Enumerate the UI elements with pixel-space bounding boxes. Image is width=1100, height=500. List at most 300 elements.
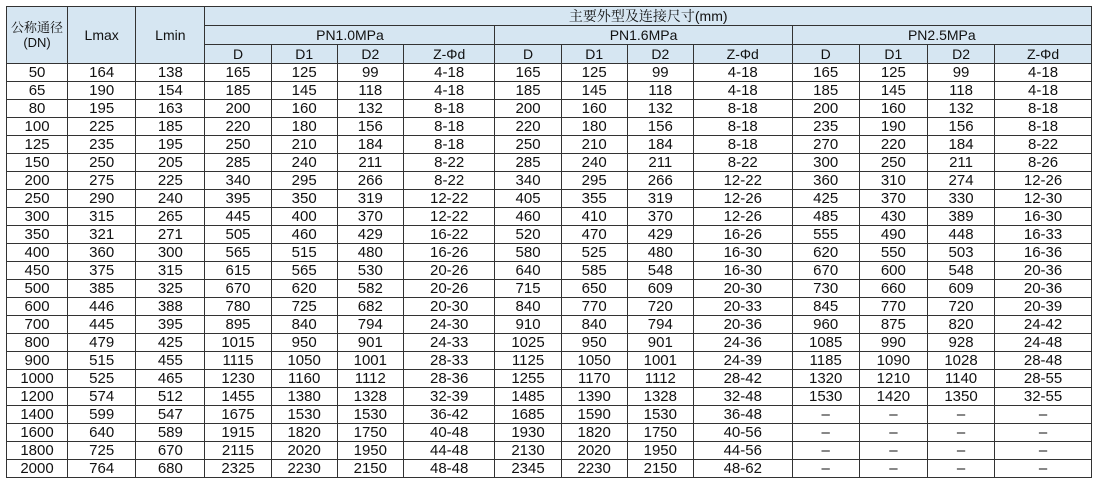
cell-dn: 200 bbox=[7, 172, 68, 190]
cell-pn10-d1: 350 bbox=[271, 190, 337, 208]
cell-pn16-d: 165 bbox=[495, 64, 561, 82]
cell-pn16-zphid: 8-18 bbox=[693, 136, 792, 154]
header-main-title: 主要外型及连接尺寸(mm) bbox=[205, 7, 1092, 26]
cell-pn10-zphid: 28-36 bbox=[403, 370, 495, 388]
cell-pn16-d2: 1112 bbox=[627, 370, 693, 388]
header-col-d1: D1 bbox=[561, 45, 627, 64]
table-row bbox=[7, 388, 1092, 406]
cell-lmin: 271 bbox=[136, 226, 205, 244]
cell-pn10-d1: 295 bbox=[271, 172, 337, 190]
cell-pn25-d: 235 bbox=[792, 118, 859, 136]
table-row bbox=[7, 64, 1092, 82]
cell-pn25-d: – bbox=[792, 442, 859, 460]
cell-pn16-d: 715 bbox=[495, 280, 561, 298]
cell-pn25-zphid: – bbox=[995, 406, 1092, 424]
cell-pn25-d: 300 bbox=[792, 154, 859, 172]
cell-pn10-d1: 565 bbox=[271, 262, 337, 280]
cell-pn16-d: 250 bbox=[495, 136, 561, 154]
cell-lmin: 512 bbox=[136, 388, 205, 406]
cell-pn16-d: 185 bbox=[495, 82, 561, 100]
cell-pn16-d: 520 bbox=[495, 226, 561, 244]
cell-pn16-d: 1485 bbox=[495, 388, 561, 406]
table-row bbox=[7, 154, 1092, 172]
cell-pn16-d1: 950 bbox=[561, 334, 627, 352]
cell-dn: 1000 bbox=[7, 370, 68, 388]
cell-pn10-d1: 160 bbox=[271, 100, 337, 118]
header-col-d: D bbox=[205, 45, 271, 64]
cell-pn25-d2: 211 bbox=[927, 154, 994, 172]
cell-pn25-zphid: 8-18 bbox=[995, 118, 1092, 136]
cell-pn16-d2: 184 bbox=[627, 136, 693, 154]
cell-lmax: 764 bbox=[68, 460, 136, 478]
cell-pn10-d1: 2020 bbox=[271, 442, 337, 460]
cell-pn10-d1: 620 bbox=[271, 280, 337, 298]
cell-lmin: 240 bbox=[136, 190, 205, 208]
cell-pn16-d2: 370 bbox=[627, 208, 693, 226]
cell-pn10-d: 185 bbox=[205, 82, 271, 100]
cell-pn25-d: 165 bbox=[792, 64, 859, 82]
cell-pn16-zphid: 12-26 bbox=[693, 190, 792, 208]
cell-pn25-d: 200 bbox=[792, 100, 859, 118]
cell-pn25-zphid: 20-39 bbox=[995, 298, 1092, 316]
cell-pn10-zphid: 20-26 bbox=[403, 262, 495, 280]
cell-pn16-zphid: 4-18 bbox=[693, 82, 792, 100]
cell-pn25-zphid: – bbox=[995, 424, 1092, 442]
table-row bbox=[7, 280, 1092, 298]
cell-pn25-zphid: 4-18 bbox=[995, 82, 1092, 100]
cell-lmin: 680 bbox=[136, 460, 205, 478]
cell-pn10-d2: 319 bbox=[337, 190, 403, 208]
cell-pn16-d1: 2230 bbox=[561, 460, 627, 478]
cell-lmin: 163 bbox=[136, 100, 205, 118]
cell-pn10-d1: 400 bbox=[271, 208, 337, 226]
cell-pn25-d2: 330 bbox=[927, 190, 994, 208]
cell-pn10-d1: 950 bbox=[271, 334, 337, 352]
cell-pn16-d2: 211 bbox=[627, 154, 693, 172]
cell-pn25-zphid: 12-26 bbox=[995, 172, 1092, 190]
cell-lmax: 235 bbox=[68, 136, 136, 154]
cell-pn16-d: 1685 bbox=[495, 406, 561, 424]
cell-lmax: 290 bbox=[68, 190, 136, 208]
cell-pn10-d2: 99 bbox=[337, 64, 403, 82]
cell-pn10-d: 2115 bbox=[205, 442, 271, 460]
table-row bbox=[7, 244, 1092, 262]
cell-pn16-d1: 145 bbox=[561, 82, 627, 100]
cell-pn10-d: 1915 bbox=[205, 424, 271, 442]
cell-pn16-zphid: 28-42 bbox=[693, 370, 792, 388]
cell-pn25-d2: 720 bbox=[927, 298, 994, 316]
header-group-pn10: PN1.0MPa bbox=[205, 26, 495, 45]
cell-lmax: 315 bbox=[68, 208, 136, 226]
cell-pn10-d2: 429 bbox=[337, 226, 403, 244]
cell-pn16-d1: 585 bbox=[561, 262, 627, 280]
cell-lmax: 479 bbox=[68, 334, 136, 352]
cell-pn16-d: 460 bbox=[495, 208, 561, 226]
cell-pn10-d2: 480 bbox=[337, 244, 403, 262]
cell-pn25-d: 270 bbox=[792, 136, 859, 154]
cell-dn: 600 bbox=[7, 298, 68, 316]
cell-pn16-d: 840 bbox=[495, 298, 561, 316]
cell-lmax: 190 bbox=[68, 82, 136, 100]
cell-pn25-d1: 875 bbox=[859, 316, 927, 334]
cell-pn16-zphid: 12-26 bbox=[693, 208, 792, 226]
cell-pn16-zphid: 24-39 bbox=[693, 352, 792, 370]
cell-lmin: 195 bbox=[136, 136, 205, 154]
cell-pn10-zphid: 8-18 bbox=[403, 136, 495, 154]
cell-pn25-d1: 220 bbox=[859, 136, 927, 154]
cell-pn10-d2: 1950 bbox=[337, 442, 403, 460]
cell-pn10-d2: 1001 bbox=[337, 352, 403, 370]
cell-pn25-zphid: 20-36 bbox=[995, 280, 1092, 298]
cell-lmin: 300 bbox=[136, 244, 205, 262]
cell-pn10-d2: 266 bbox=[337, 172, 403, 190]
header-col-d: D bbox=[792, 45, 859, 64]
cell-pn10-zphid: 4-18 bbox=[403, 64, 495, 82]
table-row bbox=[7, 370, 1092, 388]
cell-pn10-d1: 1050 bbox=[271, 352, 337, 370]
cell-lmax: 599 bbox=[68, 406, 136, 424]
cell-pn25-zphid: – bbox=[995, 460, 1092, 478]
cell-pn10-d2: 1328 bbox=[337, 388, 403, 406]
cell-lmin: 589 bbox=[136, 424, 205, 442]
header-group-pn16: PN1.6MPa bbox=[495, 26, 792, 45]
cell-pn10-d: 200 bbox=[205, 100, 271, 118]
cell-pn25-d2: 609 bbox=[927, 280, 994, 298]
cell-pn25-zphid: 24-42 bbox=[995, 316, 1092, 334]
cell-lmin: 465 bbox=[136, 370, 205, 388]
cell-pn16-d1: 1390 bbox=[561, 388, 627, 406]
cell-pn10-d: 445 bbox=[205, 208, 271, 226]
cell-pn16-d1: 210 bbox=[561, 136, 627, 154]
cell-pn25-zphid: 16-36 bbox=[995, 244, 1092, 262]
cell-pn25-d: 1085 bbox=[792, 334, 859, 352]
cell-lmax: 275 bbox=[68, 172, 136, 190]
table-header bbox=[7, 7, 1092, 64]
cell-pn10-d1: 1380 bbox=[271, 388, 337, 406]
cell-dn: 1400 bbox=[7, 406, 68, 424]
cell-pn25-d: 960 bbox=[792, 316, 859, 334]
cell-lmax: 446 bbox=[68, 298, 136, 316]
cell-pn10-d1: 515 bbox=[271, 244, 337, 262]
cell-dn: 700 bbox=[7, 316, 68, 334]
cell-pn25-zphid: 16-33 bbox=[995, 226, 1092, 244]
header-col-d: D bbox=[495, 45, 561, 64]
cell-pn10-zphid: 36-42 bbox=[403, 406, 495, 424]
table-row bbox=[7, 334, 1092, 352]
cell-pn16-zphid: 24-36 bbox=[693, 334, 792, 352]
cell-pn10-zphid: 8-22 bbox=[403, 172, 495, 190]
cell-pn25-d1: – bbox=[859, 442, 927, 460]
cell-pn25-d2: 156 bbox=[927, 118, 994, 136]
cell-pn25-d: – bbox=[792, 406, 859, 424]
cell-pn10-d1: 145 bbox=[271, 82, 337, 100]
cell-pn25-d1: 190 bbox=[859, 118, 927, 136]
cell-pn16-d2: 1750 bbox=[627, 424, 693, 442]
cell-pn25-d1: 990 bbox=[859, 334, 927, 352]
cell-lmax: 164 bbox=[68, 64, 136, 82]
table-row bbox=[7, 100, 1092, 118]
cell-pn25-d: 485 bbox=[792, 208, 859, 226]
cell-pn25-zphid: 4-18 bbox=[995, 64, 1092, 82]
table-body bbox=[7, 64, 1092, 478]
cell-pn16-d1: 1820 bbox=[561, 424, 627, 442]
cell-pn16-d1: 355 bbox=[561, 190, 627, 208]
cell-lmax: 385 bbox=[68, 280, 136, 298]
cell-pn25-zphid: – bbox=[995, 442, 1092, 460]
cell-pn25-zphid: 16-30 bbox=[995, 208, 1092, 226]
cell-pn10-zphid: 20-30 bbox=[403, 298, 495, 316]
cell-pn16-d2: 1328 bbox=[627, 388, 693, 406]
cell-lmin: 670 bbox=[136, 442, 205, 460]
cell-pn10-zphid: 20-26 bbox=[403, 280, 495, 298]
cell-pn25-d: – bbox=[792, 424, 859, 442]
cell-lmin: 205 bbox=[136, 154, 205, 172]
cell-pn25-d2: 448 bbox=[927, 226, 994, 244]
cell-lmin: 395 bbox=[136, 316, 205, 334]
cell-pn25-d2: 548 bbox=[927, 262, 994, 280]
cell-pn10-d1: 210 bbox=[271, 136, 337, 154]
cell-pn25-d2: 1140 bbox=[927, 370, 994, 388]
cell-pn16-d: 1255 bbox=[495, 370, 561, 388]
cell-pn25-d: 1530 bbox=[792, 388, 859, 406]
cell-pn10-d1: 1820 bbox=[271, 424, 337, 442]
header-col-d1: D1 bbox=[271, 45, 337, 64]
cell-lmin: 455 bbox=[136, 352, 205, 370]
cell-pn25-d2: 1028 bbox=[927, 352, 994, 370]
cell-pn16-d2: 1950 bbox=[627, 442, 693, 460]
header-col-d1: D1 bbox=[859, 45, 927, 64]
cell-pn16-zphid: 16-26 bbox=[693, 226, 792, 244]
cell-pn25-zphid: 20-36 bbox=[995, 262, 1092, 280]
cell-pn25-d1: 1420 bbox=[859, 388, 927, 406]
cell-dn: 125 bbox=[7, 136, 68, 154]
cell-pn16-d1: 470 bbox=[561, 226, 627, 244]
cell-dn: 300 bbox=[7, 208, 68, 226]
cell-pn10-d: 565 bbox=[205, 244, 271, 262]
cell-dn: 900 bbox=[7, 352, 68, 370]
cell-pn10-d2: 132 bbox=[337, 100, 403, 118]
cell-lmin: 315 bbox=[136, 262, 205, 280]
cell-pn10-d: 2325 bbox=[205, 460, 271, 478]
cell-pn10-d: 670 bbox=[205, 280, 271, 298]
cell-pn25-d2: – bbox=[927, 460, 994, 478]
cell-pn10-d1: 125 bbox=[271, 64, 337, 82]
cell-pn16-d2: 2150 bbox=[627, 460, 693, 478]
cell-pn10-d2: 2150 bbox=[337, 460, 403, 478]
cell-pn25-zphid: 28-55 bbox=[995, 370, 1092, 388]
cell-pn16-zphid: 4-18 bbox=[693, 64, 792, 82]
table-row bbox=[7, 316, 1092, 334]
cell-pn16-d1: 295 bbox=[561, 172, 627, 190]
cell-pn25-d1: 770 bbox=[859, 298, 927, 316]
cell-pn25-d2: – bbox=[927, 442, 994, 460]
cell-dn: 1200 bbox=[7, 388, 68, 406]
cell-pn16-zphid: 32-48 bbox=[693, 388, 792, 406]
table-row bbox=[7, 136, 1092, 154]
cell-pn10-zphid: 44-48 bbox=[403, 442, 495, 460]
cell-pn25-zphid: 12-30 bbox=[995, 190, 1092, 208]
cell-pn10-d2: 184 bbox=[337, 136, 403, 154]
cell-pn16-d2: 548 bbox=[627, 262, 693, 280]
dimension-table bbox=[6, 6, 1092, 478]
cell-pn16-d: 200 bbox=[495, 100, 561, 118]
cell-pn16-zphid: 8-18 bbox=[693, 100, 792, 118]
cell-pn25-d: 620 bbox=[792, 244, 859, 262]
cell-pn25-d: 425 bbox=[792, 190, 859, 208]
cell-lmax: 574 bbox=[68, 388, 136, 406]
cell-pn10-d2: 1750 bbox=[337, 424, 403, 442]
cell-pn25-d2: 184 bbox=[927, 136, 994, 154]
cell-pn10-d: 505 bbox=[205, 226, 271, 244]
cell-dn: 250 bbox=[7, 190, 68, 208]
table-row bbox=[7, 226, 1092, 244]
cell-dn: 65 bbox=[7, 82, 68, 100]
cell-lmax: 525 bbox=[68, 370, 136, 388]
table-row bbox=[7, 352, 1092, 370]
cell-pn10-d2: 370 bbox=[337, 208, 403, 226]
cell-lmin: 138 bbox=[136, 64, 205, 82]
cell-pn25-d: 555 bbox=[792, 226, 859, 244]
cell-pn10-d: 1675 bbox=[205, 406, 271, 424]
cell-pn16-d2: 132 bbox=[627, 100, 693, 118]
cell-pn25-d: 730 bbox=[792, 280, 859, 298]
cell-pn16-d: 2345 bbox=[495, 460, 561, 478]
cell-pn25-d1: 1090 bbox=[859, 352, 927, 370]
cell-pn10-d2: 1530 bbox=[337, 406, 403, 424]
cell-pn16-d2: 794 bbox=[627, 316, 693, 334]
cell-pn10-d: 1015 bbox=[205, 334, 271, 352]
cell-pn16-d2: 266 bbox=[627, 172, 693, 190]
cell-pn10-zphid: 32-39 bbox=[403, 388, 495, 406]
table-row bbox=[7, 82, 1092, 100]
cell-pn10-d2: 901 bbox=[337, 334, 403, 352]
cell-dn: 450 bbox=[7, 262, 68, 280]
cell-dn: 2000 bbox=[7, 460, 68, 478]
cell-lmin: 425 bbox=[136, 334, 205, 352]
cell-pn10-zphid: 12-22 bbox=[403, 208, 495, 226]
cell-pn25-d2: 820 bbox=[927, 316, 994, 334]
dimension-table-container bbox=[6, 6, 1092, 478]
cell-lmin: 185 bbox=[136, 118, 205, 136]
cell-pn10-zphid: 48-48 bbox=[403, 460, 495, 478]
cell-pn25-d2: 274 bbox=[927, 172, 994, 190]
cell-pn25-d: 1185 bbox=[792, 352, 859, 370]
table-row bbox=[7, 208, 1092, 226]
cell-pn25-d1: 550 bbox=[859, 244, 927, 262]
cell-lmin: 547 bbox=[136, 406, 205, 424]
cell-lmax: 321 bbox=[68, 226, 136, 244]
cell-pn25-zphid: 28-48 bbox=[995, 352, 1092, 370]
cell-pn16-d2: 480 bbox=[627, 244, 693, 262]
cell-lmin: 265 bbox=[136, 208, 205, 226]
cell-pn10-zphid: 16-26 bbox=[403, 244, 495, 262]
cell-pn10-d: 1115 bbox=[205, 352, 271, 370]
cell-pn25-d1: – bbox=[859, 460, 927, 478]
cell-pn25-d1: 660 bbox=[859, 280, 927, 298]
cell-pn10-d1: 1530 bbox=[271, 406, 337, 424]
cell-pn10-d: 165 bbox=[205, 64, 271, 82]
cell-dn: 400 bbox=[7, 244, 68, 262]
cell-pn25-zphid: 24-48 bbox=[995, 334, 1092, 352]
cell-pn16-d1: 125 bbox=[561, 64, 627, 82]
header-col-zphid: Z-Φd bbox=[403, 45, 495, 64]
cell-dn: 500 bbox=[7, 280, 68, 298]
header-dn: 公称通径 (DN) bbox=[7, 7, 68, 64]
cell-pn10-d: 340 bbox=[205, 172, 271, 190]
cell-pn16-d1: 840 bbox=[561, 316, 627, 334]
cell-pn16-zphid: 20-33 bbox=[693, 298, 792, 316]
table-row bbox=[7, 406, 1092, 424]
cell-pn10-d2: 211 bbox=[337, 154, 403, 172]
cell-pn25-d1: 490 bbox=[859, 226, 927, 244]
cell-pn16-d1: 650 bbox=[561, 280, 627, 298]
cell-pn10-zphid: 24-30 bbox=[403, 316, 495, 334]
cell-dn: 1600 bbox=[7, 424, 68, 442]
cell-pn10-d: 780 bbox=[205, 298, 271, 316]
table-row bbox=[7, 190, 1092, 208]
cell-pn16-d: 340 bbox=[495, 172, 561, 190]
cell-pn16-zphid: 44-56 bbox=[693, 442, 792, 460]
cell-pn16-d2: 429 bbox=[627, 226, 693, 244]
cell-lmax: 360 bbox=[68, 244, 136, 262]
cell-pn10-d: 250 bbox=[205, 136, 271, 154]
cell-pn25-zphid: 8-22 bbox=[995, 136, 1092, 154]
cell-pn10-d1: 1160 bbox=[271, 370, 337, 388]
cell-pn16-zphid: 20-36 bbox=[693, 316, 792, 334]
cell-lmax: 725 bbox=[68, 442, 136, 460]
cell-pn16-d2: 319 bbox=[627, 190, 693, 208]
cell-pn25-d2: 1350 bbox=[927, 388, 994, 406]
cell-pn10-d2: 530 bbox=[337, 262, 403, 280]
cell-dn: 100 bbox=[7, 118, 68, 136]
cell-pn25-zphid: 32-55 bbox=[995, 388, 1092, 406]
cell-pn16-zphid: 36-48 bbox=[693, 406, 792, 424]
cell-pn25-d2: – bbox=[927, 424, 994, 442]
cell-pn10-d2: 156 bbox=[337, 118, 403, 136]
cell-pn16-d: 405 bbox=[495, 190, 561, 208]
cell-pn25-d2: 99 bbox=[927, 64, 994, 82]
cell-pn16-zphid: 12-22 bbox=[693, 172, 792, 190]
cell-pn16-d1: 2020 bbox=[561, 442, 627, 460]
cell-pn10-zphid: 8-18 bbox=[403, 118, 495, 136]
cell-pn16-d1: 160 bbox=[561, 100, 627, 118]
cell-pn25-d1: 310 bbox=[859, 172, 927, 190]
cell-pn16-d2: 901 bbox=[627, 334, 693, 352]
cell-pn25-d: 670 bbox=[792, 262, 859, 280]
cell-dn: 50 bbox=[7, 64, 68, 82]
table-row bbox=[7, 442, 1092, 460]
cell-pn10-d: 1230 bbox=[205, 370, 271, 388]
table-row bbox=[7, 460, 1092, 478]
cell-pn10-d1: 180 bbox=[271, 118, 337, 136]
cell-pn10-zphid: 24-33 bbox=[403, 334, 495, 352]
header-col-d2: D2 bbox=[337, 45, 403, 64]
cell-pn10-d: 895 bbox=[205, 316, 271, 334]
cell-pn25-zphid: 8-18 bbox=[995, 100, 1092, 118]
cell-pn25-d2: 118 bbox=[927, 82, 994, 100]
cell-pn25-d1: 145 bbox=[859, 82, 927, 100]
cell-pn25-d: 845 bbox=[792, 298, 859, 316]
cell-pn25-d: – bbox=[792, 460, 859, 478]
cell-pn25-d2: 132 bbox=[927, 100, 994, 118]
header-lmin: Lmin bbox=[136, 7, 205, 64]
cell-pn16-d: 640 bbox=[495, 262, 561, 280]
cell-pn16-d1: 410 bbox=[561, 208, 627, 226]
cell-pn25-d1: 430 bbox=[859, 208, 927, 226]
cell-pn16-d1: 525 bbox=[561, 244, 627, 262]
cell-pn25-d2: 389 bbox=[927, 208, 994, 226]
cell-pn10-zphid: 8-18 bbox=[403, 100, 495, 118]
